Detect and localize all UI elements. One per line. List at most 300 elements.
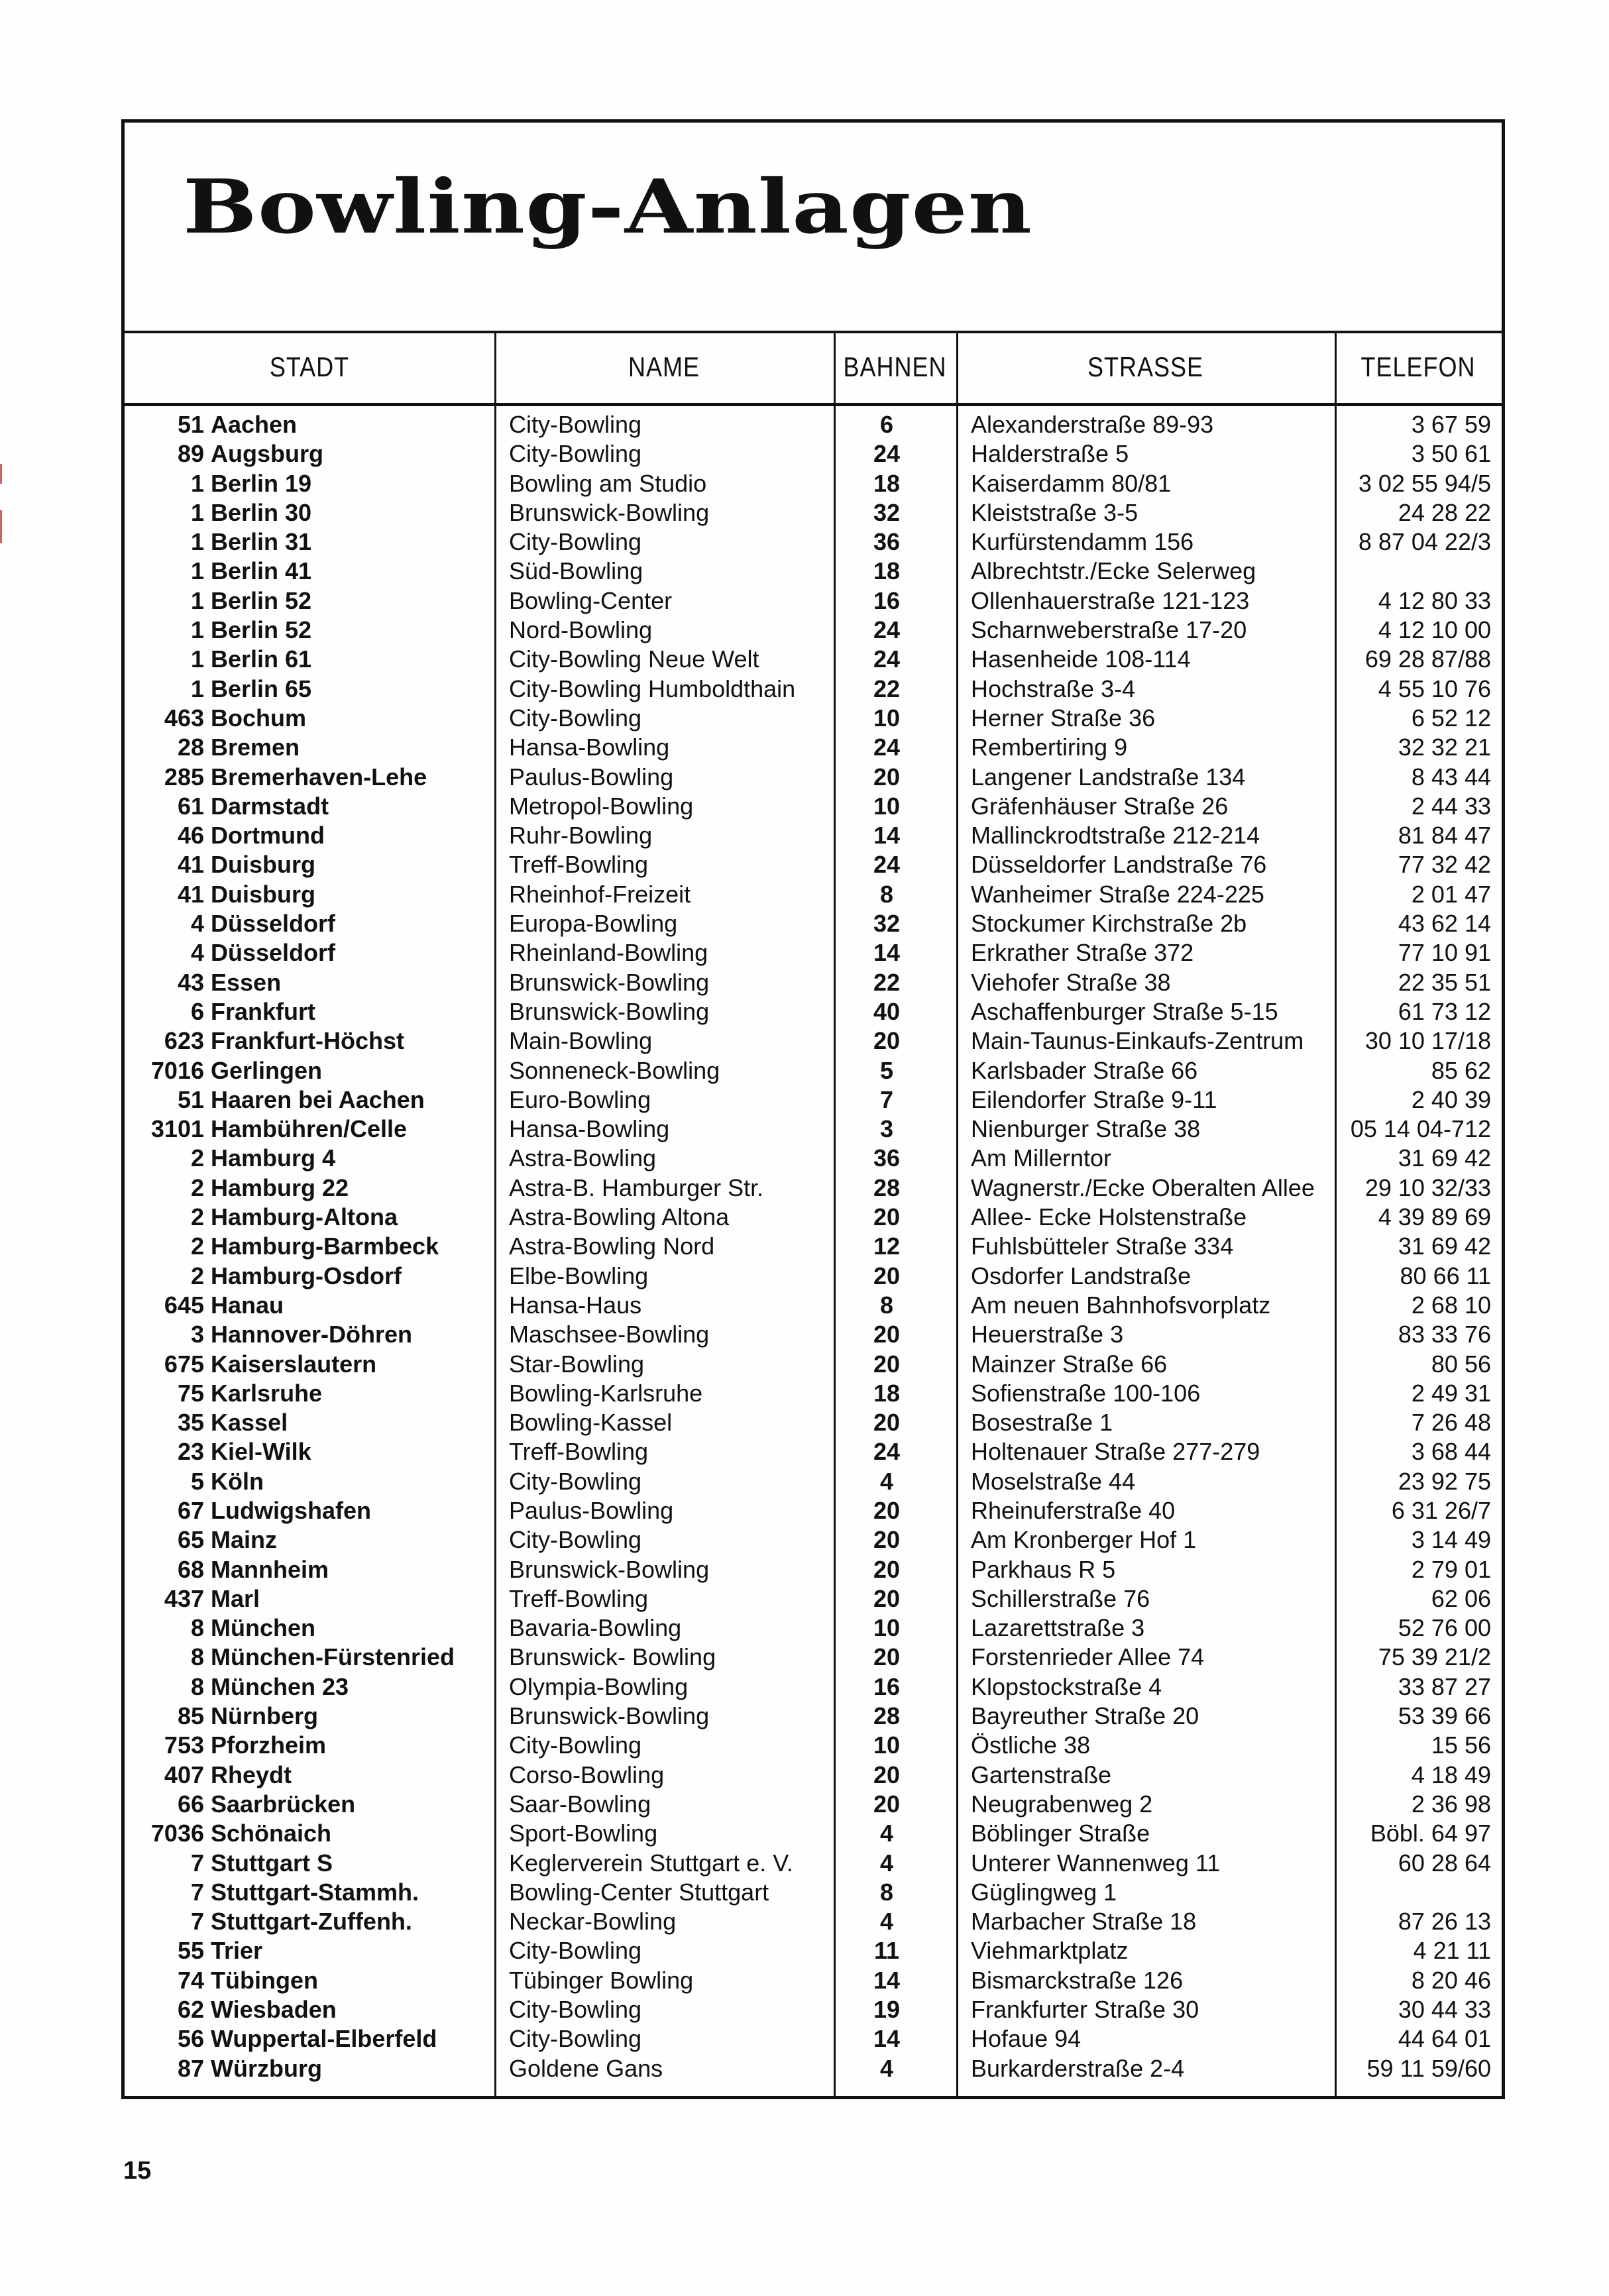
street-address: Viehofer Straße 38 (971, 968, 1171, 996)
phone-number: 30 44 33 (1398, 1996, 1491, 2024)
lanes-count: 40 (873, 997, 901, 1025)
binding-mark (0, 464, 2, 484)
postal-code: 1 (190, 498, 204, 526)
postal-code: 87 (177, 2054, 204, 2082)
postal-code: 285 (164, 763, 204, 791)
lanes-count: 12 (873, 1232, 901, 1260)
postal-code: 4 (190, 939, 204, 967)
lanes-count: 16 (873, 1672, 901, 1700)
city: Nürnberg (211, 1702, 318, 1730)
street-address: Unterer Wannenweg 11 (971, 1849, 1221, 1877)
table-row (125, 1026, 1502, 1056)
city: Berlin 19 (211, 469, 312, 497)
postal-code: 67 (177, 1496, 204, 1524)
lanes-count: 4 (879, 2054, 894, 2082)
phone-number: 8 20 46 (1411, 1966, 1491, 1994)
street-address: Schillerstraße 76 (971, 1584, 1150, 1612)
page-title: Bowling-Anlagen (183, 164, 1033, 250)
city: Düsseldorf (211, 939, 336, 967)
postal-code: 7 (190, 1878, 204, 1906)
table-row (125, 1672, 1502, 1702)
table-row (125, 675, 1502, 704)
city: Berlin 65 (211, 675, 312, 702)
postal-code: 62 (177, 1996, 204, 2024)
city: Hambühren/Celle (211, 1115, 408, 1143)
lanes-count: 4 (879, 1849, 894, 1877)
venue-name: City-Bowling (509, 1731, 642, 1759)
page-number: 15 (123, 2157, 152, 2185)
street-address: Neugrabenweg 2 (971, 1790, 1153, 1818)
table-row (125, 1966, 1502, 1995)
table-row (125, 1085, 1502, 1115)
venue-name: Sonneneck-Bowling (509, 1056, 720, 1084)
venue-name: Bowling-Karlsruhe (509, 1379, 703, 1407)
phone-number: 29 10 32/33 (1364, 1174, 1491, 1201)
venue-name: Olympia-Bowling (509, 1672, 689, 1700)
venue-name: Nord-Bowling (509, 616, 653, 644)
city: Augsburg (211, 440, 323, 468)
table-row (125, 763, 1502, 792)
phone-number: 3 02 55 94/5 (1358, 469, 1491, 497)
phone-number: 7 26 48 (1411, 1409, 1491, 1437)
city: Berlin 41 (211, 557, 312, 585)
lanes-count: 36 (873, 528, 901, 556)
postal-code: 74 (177, 1966, 204, 1994)
phone-number: 31 69 42 (1398, 1232, 1491, 1260)
city: Kassel (211, 1409, 288, 1437)
venue-name: Brunswick-Bowling (509, 1555, 710, 1583)
table-header (125, 333, 1502, 406)
postal-code: 89 (177, 440, 204, 468)
street-address: Nienburger Straße 38 (971, 1115, 1201, 1143)
phone-number: 2 36 98 (1411, 1790, 1491, 1818)
phone-number: 32 32 21 (1398, 734, 1491, 761)
city: Trier (211, 1937, 263, 1965)
city: Wuppertal-Elberfeld (211, 2025, 437, 2053)
table-row (125, 968, 1502, 997)
postal-code: 68 (177, 1555, 204, 1583)
postal-code: 8 (190, 1614, 204, 1642)
column-header-stadt: STADT (269, 351, 350, 382)
city: Bremerhaven-Lehe (211, 763, 427, 791)
table-row (125, 792, 1502, 821)
lanes-count: 14 (873, 822, 901, 849)
table-row (125, 1320, 1502, 1349)
lanes-count: 8 (879, 1291, 894, 1319)
lanes-count: 20 (873, 763, 901, 791)
postal-code: 1 (190, 675, 204, 702)
table-row (125, 645, 1502, 674)
table-row (125, 2024, 1502, 2053)
table-row (125, 1819, 1502, 1848)
title-band (125, 123, 1502, 333)
lanes-count: 22 (873, 675, 901, 702)
venue-name: Star-Bowling (509, 1350, 645, 1378)
table-row (125, 880, 1502, 909)
venue-name: Brunswick-Bowling (509, 997, 710, 1025)
phone-number: 2 79 01 (1411, 1555, 1491, 1583)
phone-number: 6 52 12 (1411, 704, 1491, 732)
table-row (125, 1702, 1502, 1731)
street-address: Hofaue 94 (971, 2025, 1082, 2053)
postal-code: 623 (164, 1027, 204, 1055)
phone-number: 80 56 (1431, 1350, 1491, 1378)
table-row (125, 1496, 1502, 1525)
postal-code: 8 (190, 1643, 204, 1671)
postal-code: 1 (190, 616, 204, 644)
column-header-telefon: TELEFON (1360, 351, 1476, 382)
lanes-count: 5 (879, 1056, 894, 1084)
postal-code: 3 (190, 1321, 204, 1348)
city: Pforzheim (211, 1731, 327, 1759)
city: Hamburg-Barmbeck (211, 1232, 439, 1260)
lanes-count: 4 (879, 1908, 894, 1936)
lanes-count: 20 (873, 1643, 901, 1671)
phone-number: 2 44 33 (1411, 792, 1491, 820)
postal-code: 753 (164, 1731, 204, 1759)
city: Haaren bei Aachen (211, 1085, 425, 1113)
venue-name: Metropol-Bowling (509, 792, 694, 820)
lanes-count: 20 (873, 1526, 901, 1554)
postal-code: 437 (164, 1584, 204, 1612)
lanes-count: 36 (873, 1144, 901, 1172)
phone-number: 2 01 47 (1411, 880, 1491, 908)
street-address: Aschaffenburger Straße 5-15 (971, 997, 1278, 1025)
street-address: Frankfurter Straße 30 (971, 1996, 1199, 2024)
lanes-count: 28 (873, 1702, 901, 1730)
lanes-count: 18 (873, 469, 901, 497)
venue-name: Treff-Bowling (509, 1584, 649, 1612)
venue-name: City-Bowling (509, 1996, 642, 2024)
phone-number: 81 84 47 (1398, 822, 1491, 849)
lanes-count: 24 (873, 1438, 901, 1466)
city: Rheydt (211, 1761, 292, 1788)
phone-number: 52 76 00 (1398, 1614, 1491, 1642)
phone-number: 43 62 14 (1398, 910, 1491, 938)
venue-name: Treff-Bowling (509, 851, 649, 879)
city: Marl (211, 1584, 260, 1612)
phone-number: 59 11 59/60 (1366, 2054, 1491, 2082)
phone-number: 33 87 27 (1398, 1672, 1491, 1700)
phone-number: 15 56 (1431, 1731, 1491, 1759)
table-row (125, 1467, 1502, 1496)
city: Stuttgart-Zuffenh. (211, 1908, 412, 1936)
street-address: Holtenauer Straße 277-279 (971, 1438, 1260, 1466)
venue-name: Brunswick-Bowling (509, 498, 710, 526)
binding-mark (0, 510, 2, 543)
postal-code: 1 (190, 528, 204, 556)
street-address: Kurfürstendamm 156 (971, 528, 1194, 556)
city: Hamburg-Osdorf (211, 1262, 402, 1289)
city: Hamburg 22 (211, 1174, 349, 1201)
venue-name: Astra-Bowling Nord (509, 1232, 715, 1260)
street-address: Forstenrieder Allee 74 (971, 1643, 1205, 1671)
table-row (125, 2054, 1502, 2083)
lanes-count: 20 (873, 1027, 901, 1055)
table-row (125, 938, 1502, 967)
phone-number: 4 21 11 (1413, 1937, 1491, 1965)
street-address: Erkrather Straße 372 (971, 939, 1194, 967)
street-address: Marbacher Straße 18 (971, 1908, 1197, 1936)
phone-number: 60 28 64 (1398, 1849, 1491, 1877)
street-address: Moselstraße 44 (971, 1467, 1136, 1495)
lanes-count: 20 (873, 1203, 901, 1231)
phone-number: 83 33 76 (1398, 1321, 1491, 1348)
postal-code: 6 (190, 997, 204, 1025)
postal-code: 35 (177, 1409, 204, 1437)
postal-code: 85 (177, 1702, 204, 1730)
venue-name: Neckar-Bowling (509, 1908, 677, 1936)
street-address: Wagnerstr./Ecke Oberalten Allee (971, 1174, 1315, 1201)
table-row (125, 1790, 1502, 1819)
city: Hamburg-Altona (211, 1203, 398, 1231)
table-row (125, 1056, 1502, 1085)
city: Frankfurt (211, 997, 316, 1025)
venue-name: Hansa-Bowling (509, 1115, 670, 1143)
city: Duisburg (211, 880, 315, 908)
street-address: Allee- Ecke Holstenstraße (971, 1203, 1247, 1231)
phone-number: 3 50 61 (1411, 440, 1491, 468)
city: Berlin 31 (211, 528, 312, 556)
table-row (125, 1203, 1502, 1232)
city: Hanau (211, 1291, 284, 1319)
postal-code: 51 (177, 1085, 204, 1113)
table-row (125, 498, 1502, 527)
postal-code: 1 (190, 469, 204, 497)
phone-number: 05 14 04-712 (1350, 1115, 1491, 1143)
lanes-count: 20 (873, 1262, 901, 1289)
venue-name: Süd-Bowling (509, 557, 643, 585)
lanes-count: 20 (873, 1761, 901, 1788)
street-address: Bayreuther Straße 20 (971, 1702, 1199, 1730)
city: Kaiserslautern (211, 1350, 377, 1378)
street-address: Mainzer Straße 66 (971, 1350, 1168, 1378)
phone-number: 75 39 21/2 (1378, 1643, 1491, 1671)
street-address: Kleiststraße 3-5 (971, 498, 1138, 526)
postal-code: 2 (190, 1203, 204, 1231)
table-row (125, 1174, 1502, 1203)
table-row (125, 1408, 1502, 1437)
lanes-count: 20 (873, 1496, 901, 1524)
lanes-count: 8 (879, 880, 894, 908)
street-address: Gräfenhäuser Straße 26 (971, 792, 1229, 820)
postal-code: 675 (164, 1350, 204, 1378)
table-row (125, 909, 1502, 938)
lanes-count: 3 (879, 1115, 894, 1143)
venue-name: Elbe-Bowling (509, 1262, 649, 1289)
phone-number: 31 69 42 (1398, 1144, 1491, 1172)
venue-name: Tübinger Bowling (509, 1966, 694, 1994)
venue-name: City-Bowling (509, 1526, 642, 1554)
table-row (125, 1144, 1502, 1173)
table-row (125, 1613, 1502, 1643)
street-address: Karlsbader Straße 66 (971, 1056, 1198, 1084)
city: München-Fürstenried (211, 1643, 455, 1671)
venue-name: Bowling am Studio (509, 469, 707, 497)
bowling-venues-table (125, 333, 1502, 2096)
city: Stuttgart-Stammh. (211, 1878, 419, 1906)
table-row (125, 469, 1502, 498)
street-address: Langener Landstraße 134 (971, 763, 1246, 791)
postal-code: 41 (177, 880, 204, 908)
street-address: Sofienstraße 100-106 (971, 1379, 1201, 1407)
city: Schönaich (211, 1820, 332, 1847)
postal-code: 55 (177, 1937, 204, 1965)
postal-code: 23 (177, 1438, 204, 1466)
bowling-table-frame (121, 119, 1505, 2099)
venue-name: City-Bowling Neue Welt (509, 645, 759, 673)
venue-name: Bowling-Center Stuttgart (509, 1878, 769, 1906)
city: Kiel-Wilk (211, 1438, 311, 1466)
street-address: Osdorfer Landstraße (971, 1262, 1192, 1289)
city: Köln (211, 1467, 264, 1495)
street-address: Östliche 38 (971, 1731, 1091, 1759)
city: Bremen (211, 734, 300, 761)
postal-code: 1 (190, 645, 204, 673)
venue-name: Brunswick-Bowling (509, 1702, 710, 1730)
phone-number: 2 68 10 (1411, 1291, 1491, 1319)
venue-name: Astra-Bowling (509, 1144, 657, 1172)
city: Wiesbaden (211, 1996, 337, 2024)
table-row (125, 1262, 1502, 1291)
street-address: Kaiserdamm 80/81 (971, 469, 1172, 497)
postal-code: 61 (177, 792, 204, 820)
table-row (125, 1643, 1502, 1672)
lanes-count: 20 (873, 1321, 901, 1348)
table-row (125, 586, 1502, 616)
venue-name: City-Bowling (509, 411, 642, 438)
postal-code: 1 (190, 557, 204, 585)
table-row (125, 527, 1502, 557)
venue-name: City-Bowling (509, 2025, 642, 2053)
venue-name: Euro-Bowling (509, 1085, 651, 1113)
city: Karlsruhe (211, 1379, 323, 1407)
postal-code: 407 (164, 1761, 204, 1788)
phone-number: 3 14 49 (1411, 1526, 1491, 1554)
street-address: Parkhaus R 5 (971, 1555, 1116, 1583)
lanes-count: 10 (873, 704, 901, 732)
table-row (125, 821, 1502, 850)
column-header-strasse: STRASSE (1087, 351, 1204, 382)
table-row (125, 1761, 1502, 1790)
venue-name: Bowling-Kassel (509, 1409, 673, 1437)
city: Aachen (211, 411, 298, 438)
lanes-count: 10 (873, 792, 901, 820)
venue-name: City-Bowling (509, 704, 642, 732)
venue-name: Main-Bowling (509, 1027, 653, 1055)
table-row (125, 1936, 1502, 1965)
phone-number: 8 43 44 (1411, 763, 1491, 791)
lanes-count: 24 (873, 851, 901, 879)
lanes-count: 14 (873, 2025, 901, 2053)
city: Ludwigshafen (211, 1496, 371, 1524)
venue-name: City-Bowling (509, 1937, 642, 1965)
city: Dortmund (211, 822, 325, 849)
lanes-count: 10 (873, 1614, 901, 1642)
table-body (125, 410, 1502, 2083)
lanes-count: 24 (873, 734, 901, 761)
city: München 23 (211, 1672, 349, 1700)
postal-code: 7016 (150, 1056, 204, 1084)
lanes-count: 22 (873, 968, 901, 996)
street-address: Am neuen Bahnhofsvorplatz (971, 1291, 1271, 1319)
venue-name: Paulus-Bowling (509, 763, 674, 791)
city: Berlin 61 (211, 645, 312, 673)
column-header-name: NAME (628, 351, 700, 382)
postal-code: 65 (177, 1526, 204, 1554)
street-address: Ollenhauerstraße 121-123 (971, 586, 1250, 614)
lanes-count: 24 (873, 440, 901, 468)
venue-name: Treff-Bowling (509, 1438, 649, 1466)
venue-name: Hansa-Bowling (509, 734, 670, 761)
venue-name: Brunswick-Bowling (509, 968, 710, 996)
venue-name: Ruhr-Bowling (509, 822, 653, 849)
city: Bochum (211, 704, 306, 732)
street-address: Böblinger Straße (971, 1820, 1150, 1847)
phone-number: 3 67 59 (1411, 411, 1491, 438)
phone-number: 4 12 10 00 (1378, 616, 1491, 644)
venue-name: Paulus-Bowling (509, 1496, 674, 1524)
table-row (125, 1907, 1502, 1936)
street-address: Hochstraße 3-4 (971, 675, 1136, 702)
venue-name: City-Bowling (509, 440, 642, 468)
venue-name: Astra-Bowling Altona (509, 1203, 730, 1231)
venue-name: Bowling-Center (509, 586, 673, 614)
street-address: Viehmarktplatz (971, 1937, 1129, 1965)
venue-name: City-Bowling Humboldthain (509, 675, 796, 702)
table-row (125, 557, 1502, 586)
table-row (125, 1555, 1502, 1584)
lanes-count: 19 (873, 1996, 901, 2024)
street-address: Am Millerntor (971, 1144, 1112, 1172)
venue-name: Hansa-Haus (509, 1291, 642, 1319)
postal-code: 3101 (150, 1115, 204, 1143)
city: Berlin 52 (211, 586, 312, 614)
table-row (125, 1849, 1502, 1878)
phone-number: 23 92 75 (1398, 1467, 1491, 1495)
postal-code: 5 (190, 1467, 204, 1495)
venue-name: Bavaria-Bowling (509, 1614, 682, 1642)
street-address: Am Kronberger Hof 1 (971, 1526, 1197, 1554)
table-row (125, 1995, 1502, 2024)
lanes-count: 32 (873, 910, 901, 938)
phone-number: 4 55 10 76 (1378, 675, 1491, 702)
lanes-count: 11 (873, 1937, 900, 1965)
city: Gerlingen (211, 1056, 323, 1084)
lanes-count: 24 (873, 616, 901, 644)
phone-number: 69 28 87/88 (1364, 645, 1491, 673)
street-address: Fuhlsbütteler Straße 334 (971, 1232, 1234, 1260)
postal-code: 56 (177, 2025, 204, 2053)
street-address: Heuerstraße 3 (971, 1321, 1124, 1348)
table-row (125, 1731, 1502, 1760)
table-row (125, 1350, 1502, 1379)
street-address: Eilendorfer Straße 9-11 (971, 1085, 1217, 1113)
phone-number: 24 28 22 (1398, 498, 1491, 526)
venue-name: Saar-Bowling (509, 1790, 651, 1818)
postal-code: 2 (190, 1174, 204, 1201)
postal-code: 4 (190, 910, 204, 938)
phone-number: 8 87 04 22/3 (1358, 528, 1491, 556)
lanes-count: 14 (873, 939, 901, 967)
street-address: Hasenheide 108-114 (971, 645, 1191, 673)
venue-name: City-Bowling (509, 528, 642, 556)
postal-code: 7 (190, 1849, 204, 1877)
table-row (125, 1291, 1502, 1320)
lanes-count: 20 (873, 1584, 901, 1612)
lanes-count: 6 (879, 411, 894, 438)
city: Saarbrücken (211, 1790, 356, 1818)
